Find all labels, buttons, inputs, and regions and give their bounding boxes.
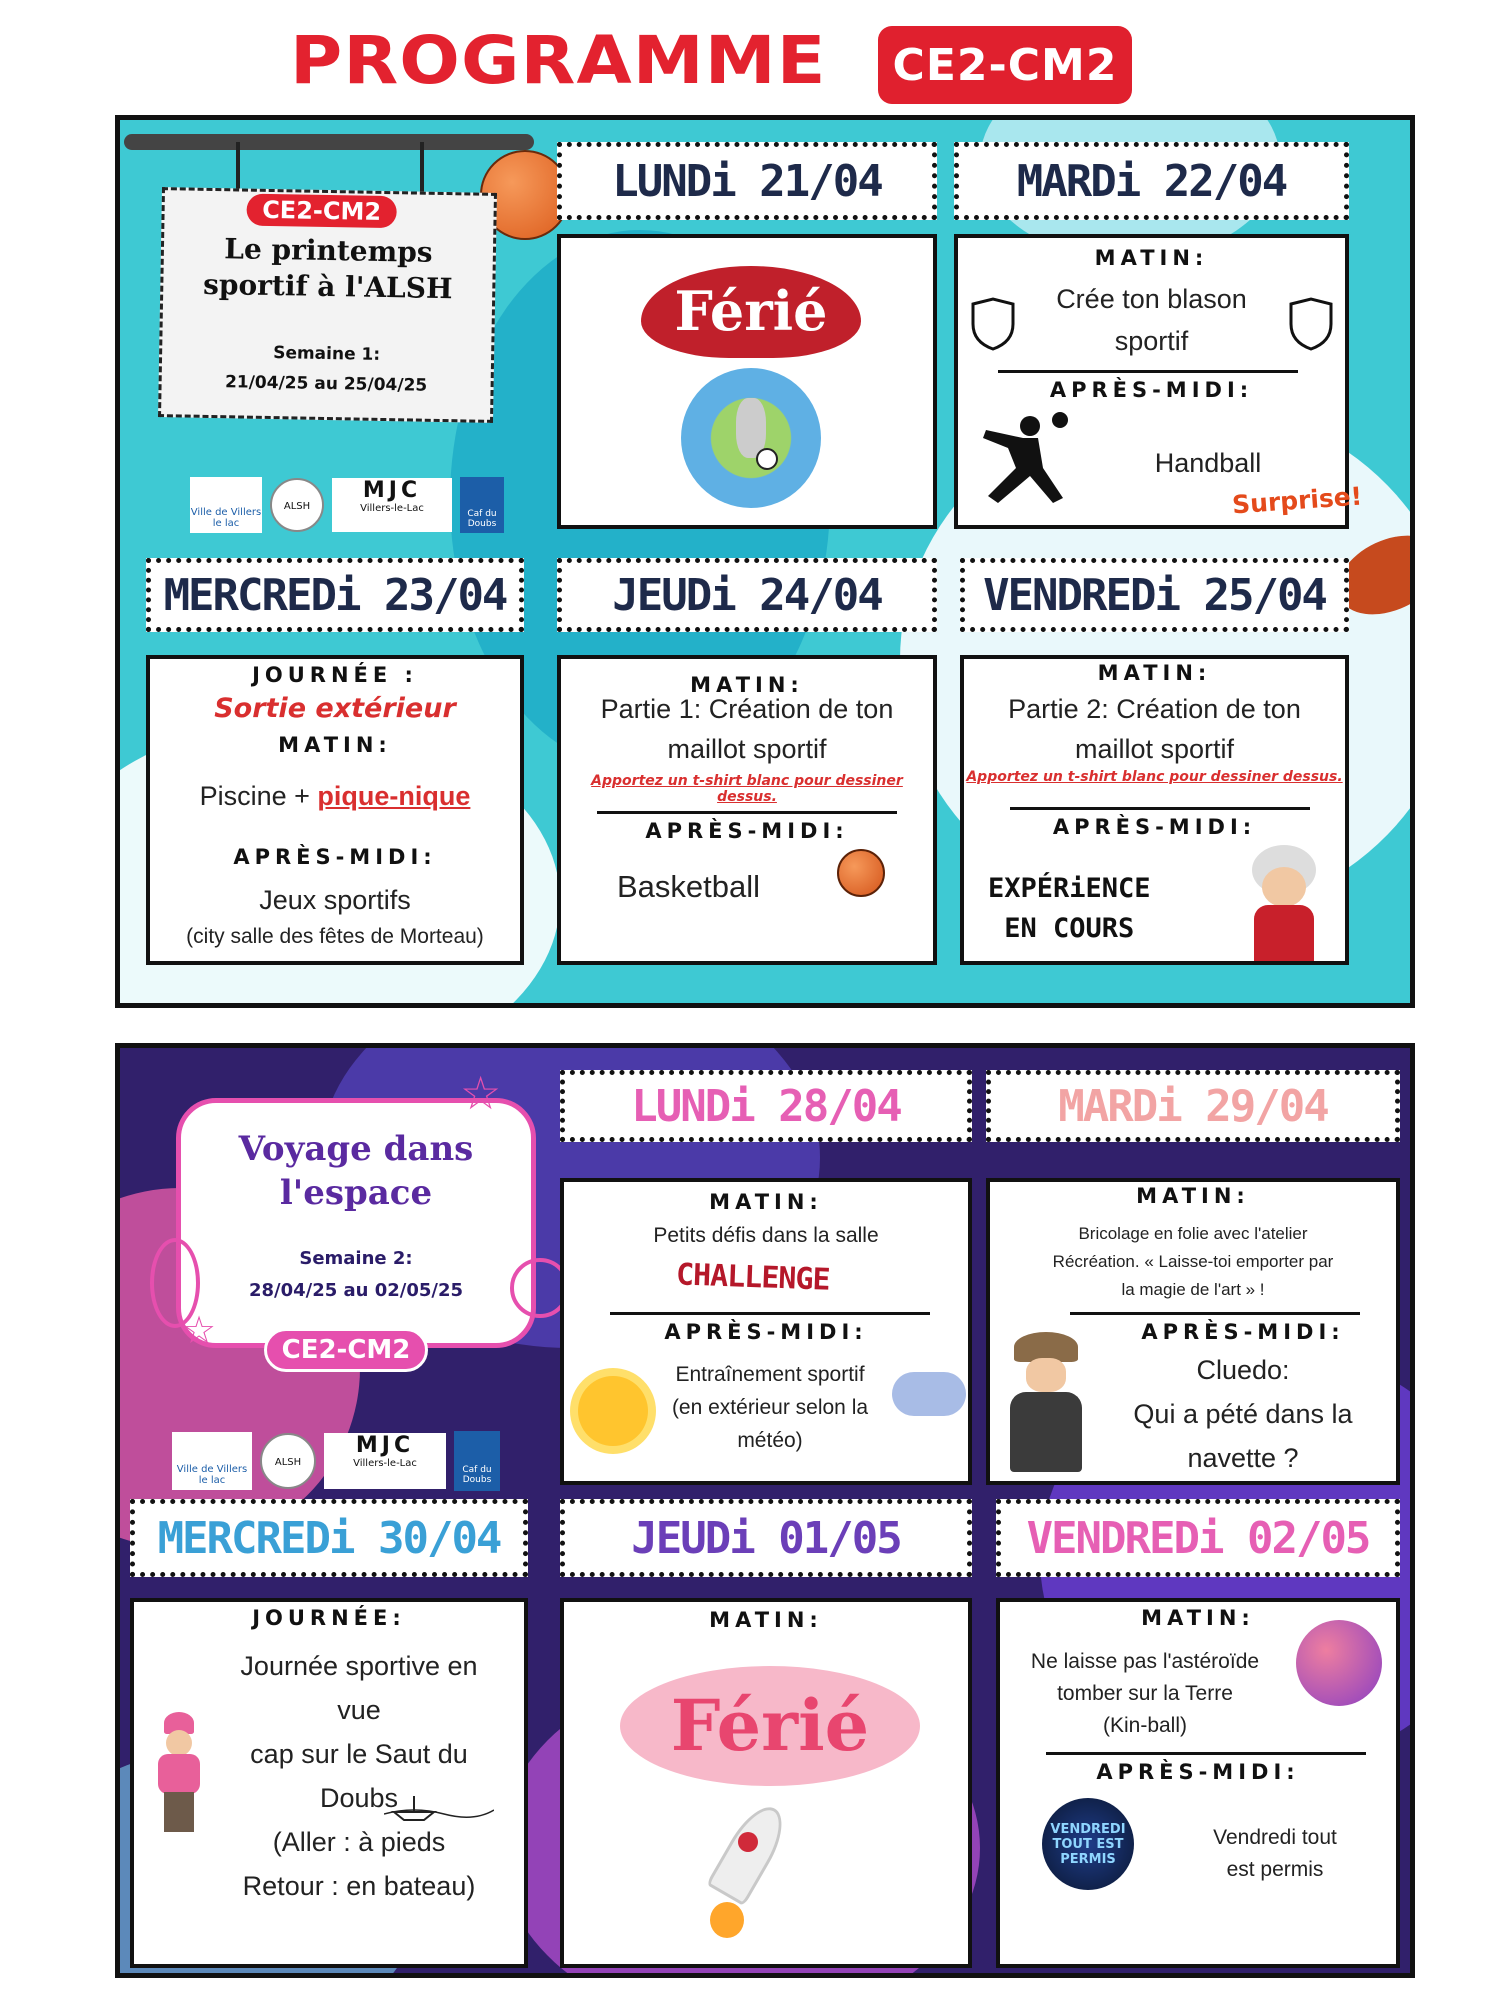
scientist-icon (1232, 845, 1332, 961)
jeudi-matin-text (561, 689, 933, 769)
text-line: cap sur le Saut du (250, 1739, 468, 1769)
villers-logo: Ville de Villers le lac (190, 477, 262, 533)
divider (610, 1312, 930, 1315)
text-line: est permis (1226, 1858, 1324, 1881)
tshirt-note: Apportez un t-shirt blanc pour dessiner dessus. (591, 773, 903, 805)
matin-label: MATIN: (1141, 1606, 1255, 1630)
mjc-logo-sub: Villers-le-Lac (353, 1458, 417, 1469)
detective-icon (1000, 1332, 1090, 1472)
alsh-logo: ALSH (270, 478, 324, 532)
week1-panel (115, 115, 1415, 1008)
text-line: Partie 1: Création de ton (600, 694, 894, 724)
text-line: la magie de l'art » ! (1121, 1280, 1265, 1299)
journee-label: JOURNÉE: (252, 1606, 406, 1630)
day-header-vendredi-25: VENDREDi 25/04 (960, 558, 1349, 632)
day-box-jeudi-24 (557, 655, 937, 965)
week-dates: 21/04/25 au 25/04/25 (224, 372, 428, 396)
text-line: Doubs (319, 1783, 399, 1813)
paper-boat-icon (384, 1792, 494, 1822)
ferie-banner: Férié (641, 266, 861, 358)
matin-label: MATIN: (709, 1608, 823, 1632)
surprise-sticker: Surprise! (1231, 481, 1364, 520)
week2-panel (115, 1043, 1415, 1978)
day-box-mardi-29 (986, 1178, 1400, 1485)
apres-midi-label: APRÈS-MIDI: (645, 819, 849, 843)
vendredi-tout-est-permis-text (1180, 1822, 1370, 1886)
basketball-icon (837, 849, 885, 897)
page-title: PROGRAMME (290, 22, 827, 99)
apres-midi-label: APRÈS-MIDI: (1052, 815, 1257, 839)
journee-text (194, 1644, 524, 1908)
day-box-mercredi-30 (130, 1598, 528, 1968)
journee-label: JOURNÉE : (252, 663, 418, 687)
shield-icon (1288, 296, 1334, 352)
ferie-banner: Férié (620, 1666, 920, 1786)
matin-label: MATIN: (690, 673, 804, 697)
day-box-lundi-21 (557, 234, 937, 529)
logo-text: PERMIS (1060, 1851, 1116, 1867)
mjc-logo-sub: Villers-le-Lac (360, 503, 424, 514)
day-box-mercredi-23 (146, 655, 524, 965)
card-title-line: Voyage dans (238, 1129, 474, 1169)
day-header-lundi-28: LUNDi 28/04 (560, 1070, 972, 1142)
rain-cloud-icon (892, 1372, 966, 1416)
week2-card-badge: CE2-CM2 (264, 1328, 428, 1372)
text-line: vue (337, 1695, 381, 1725)
hiker-icon (148, 1712, 208, 1832)
apres-midi-label: APRÈS-MIDI: (1096, 1760, 1300, 1784)
pique-nique-text: pique-nique (317, 781, 471, 811)
rocket-icon (710, 1802, 790, 1942)
day-box-jeudi-01 (560, 1598, 972, 1968)
divider (1070, 1312, 1360, 1315)
mjc-logo-text: MJC (362, 478, 422, 503)
hanging-bar (124, 134, 534, 150)
week-label: Semaine 2: (299, 1248, 413, 1269)
star-icon: ☆ (182, 1308, 217, 1352)
jeux-sportifs-text: Jeux sportifs (259, 885, 411, 915)
asteroid-icon (1296, 1620, 1382, 1706)
vendredi-tout-est-permis-logo (1042, 1798, 1134, 1890)
week1-card-title (163, 230, 493, 308)
week2-card-dates (181, 1243, 531, 1307)
caf-logo: Caf du Doubs (460, 477, 504, 533)
text-line: maillot sportif (667, 734, 827, 764)
divider (1046, 1752, 1366, 1755)
text-line: navette ? (1187, 1443, 1299, 1473)
sortie-text: Sortie extérieur (214, 693, 456, 724)
text-line: météo) (737, 1429, 803, 1452)
entrainement-text (654, 1358, 886, 1457)
apres-midi-label: APRÈS-MIDI: (664, 1320, 868, 1344)
text-line: (Aller : à pieds (272, 1827, 446, 1857)
soccer-ball-icon (756, 448, 778, 470)
card-title-line: sportif à l'ALSH (202, 267, 453, 306)
divider (998, 370, 1298, 373)
week2-card-title (181, 1127, 531, 1215)
week-dates: 28/04/25 au 02/05/25 (248, 1280, 464, 1301)
apres-midi-label: APRÈS-MIDI: (233, 845, 437, 869)
handball-text: Handball (1154, 448, 1262, 478)
tshirt-note: Apportez un t-shirt blanc pour dessiner dessus. (966, 769, 1343, 785)
text-line: tomber sur la Terre (1057, 1682, 1233, 1705)
class-badge: CE2-CM2 (878, 26, 1132, 104)
text-line: Récréation. « Laisse-toi emporter par (1052, 1252, 1334, 1271)
piscine-text (150, 781, 520, 812)
star-icon: ☆ (460, 1066, 502, 1120)
text-line: sportif (1114, 326, 1189, 356)
text-line: Journée sportive en (240, 1651, 478, 1681)
mjc-logo (332, 478, 452, 532)
defis-text: Petits défis dans la salle (653, 1224, 879, 1247)
text-line: Cluedo: (1196, 1355, 1290, 1385)
text-line: Ne laisse pas l'astéroïde (1030, 1650, 1260, 1673)
easter-bunny-illustration (681, 368, 821, 508)
caf-logo: Caf du Doubs (454, 1431, 500, 1491)
kinball-text (1000, 1646, 1290, 1742)
text-line: EXPÉRiENCE (988, 873, 1151, 904)
text-line: Vendredi tout (1213, 1826, 1337, 1849)
week1-card-dates (161, 336, 491, 402)
alsh-logo: ALSH (260, 1433, 316, 1489)
day-header-mardi-22: MARDi 22/04 (954, 142, 1349, 220)
text-line: maillot sportif (1074, 734, 1235, 764)
experience-text (988, 869, 1151, 949)
matin-label: MATIN: (278, 733, 392, 757)
day-header-lundi-21: LUNDi 21/04 (557, 142, 937, 220)
day-box-lundi-28 (560, 1178, 972, 1485)
week1-card-badge: CE2-CM2 (246, 194, 397, 229)
logo-text: VENDREDI (1050, 1821, 1126, 1837)
card-title-line: l'espace (279, 1173, 433, 1213)
day-box-vendredi-02 (996, 1598, 1400, 1968)
text-line: Bricolage en folie avec l'atelier (1078, 1224, 1308, 1243)
apres-midi-label: APRÈS-MIDI: (1049, 378, 1254, 402)
card-title-line: Le printemps (224, 232, 433, 269)
matin-label: MATIN: (709, 1190, 823, 1214)
week2-title-card (176, 1098, 536, 1348)
vendredi-matin-text (964, 689, 1345, 769)
text-line: Entraînement sportif (675, 1363, 865, 1386)
day-header-vendredi-02: VENDREDi 02/05 (996, 1499, 1400, 1577)
day-header-mercredi-23: MERCREDi 23/04 (146, 558, 524, 632)
matin-label: MATIN: (1097, 661, 1212, 685)
text-line: Partie 2: Création de ton (1008, 694, 1301, 724)
bricolage-text (990, 1220, 1396, 1304)
week1-title-card (158, 187, 497, 423)
apres-midi-label: APRÈS-MIDI: (1141, 1320, 1345, 1344)
text-line: (en extérieur selon la (671, 1396, 869, 1419)
divider (597, 811, 897, 814)
sun-icon (578, 1376, 648, 1446)
matin-label: MATIN: (1094, 246, 1209, 270)
piscine-label: Piscine + (199, 781, 310, 811)
jeux-location-text: (city salle des fêtes de Morteau) (186, 925, 484, 948)
logos-row (190, 475, 520, 535)
text-line: Crée ton blason (1056, 284, 1247, 314)
challenge-stamp: CHALLENGE (675, 1257, 831, 1298)
text-line: EN COURS (1004, 913, 1135, 944)
day-header-jeudi-01: JEUDi 01/05 (560, 1499, 972, 1577)
shield-icon (970, 296, 1016, 352)
mjc-logo-text: MJC (355, 1433, 415, 1458)
divider (1010, 807, 1310, 810)
day-box-mardi-22 (954, 234, 1364, 529)
text-line: Retour : en bateau) (242, 1871, 476, 1901)
logos-row (172, 1430, 522, 1492)
matin-label: MATIN: (1136, 1184, 1250, 1208)
mjc-logo (324, 1433, 446, 1489)
villers-logo: Ville de Villers le lac (172, 1432, 252, 1490)
text-line: Qui a pété dans la (1133, 1399, 1353, 1429)
day-header-jeudi-24: JEUDi 24/04 (557, 558, 937, 632)
tuesday-matin-text (958, 278, 1345, 362)
handball-player-icon (968, 408, 1078, 518)
logo-text: TOUT EST (1052, 1836, 1124, 1852)
basketball-text: Basketball (617, 869, 761, 904)
day-header-mercredi-30: MERCREDi 30/04 (130, 1499, 528, 1577)
week-label: Semaine 1: (272, 343, 381, 365)
day-header-mardi-29: MARDi 29/04 (986, 1070, 1400, 1142)
day-box-vendredi-25 (960, 655, 1349, 965)
text-line: (Kin-ball) (1102, 1714, 1188, 1737)
cluedo-text (1090, 1348, 1396, 1480)
